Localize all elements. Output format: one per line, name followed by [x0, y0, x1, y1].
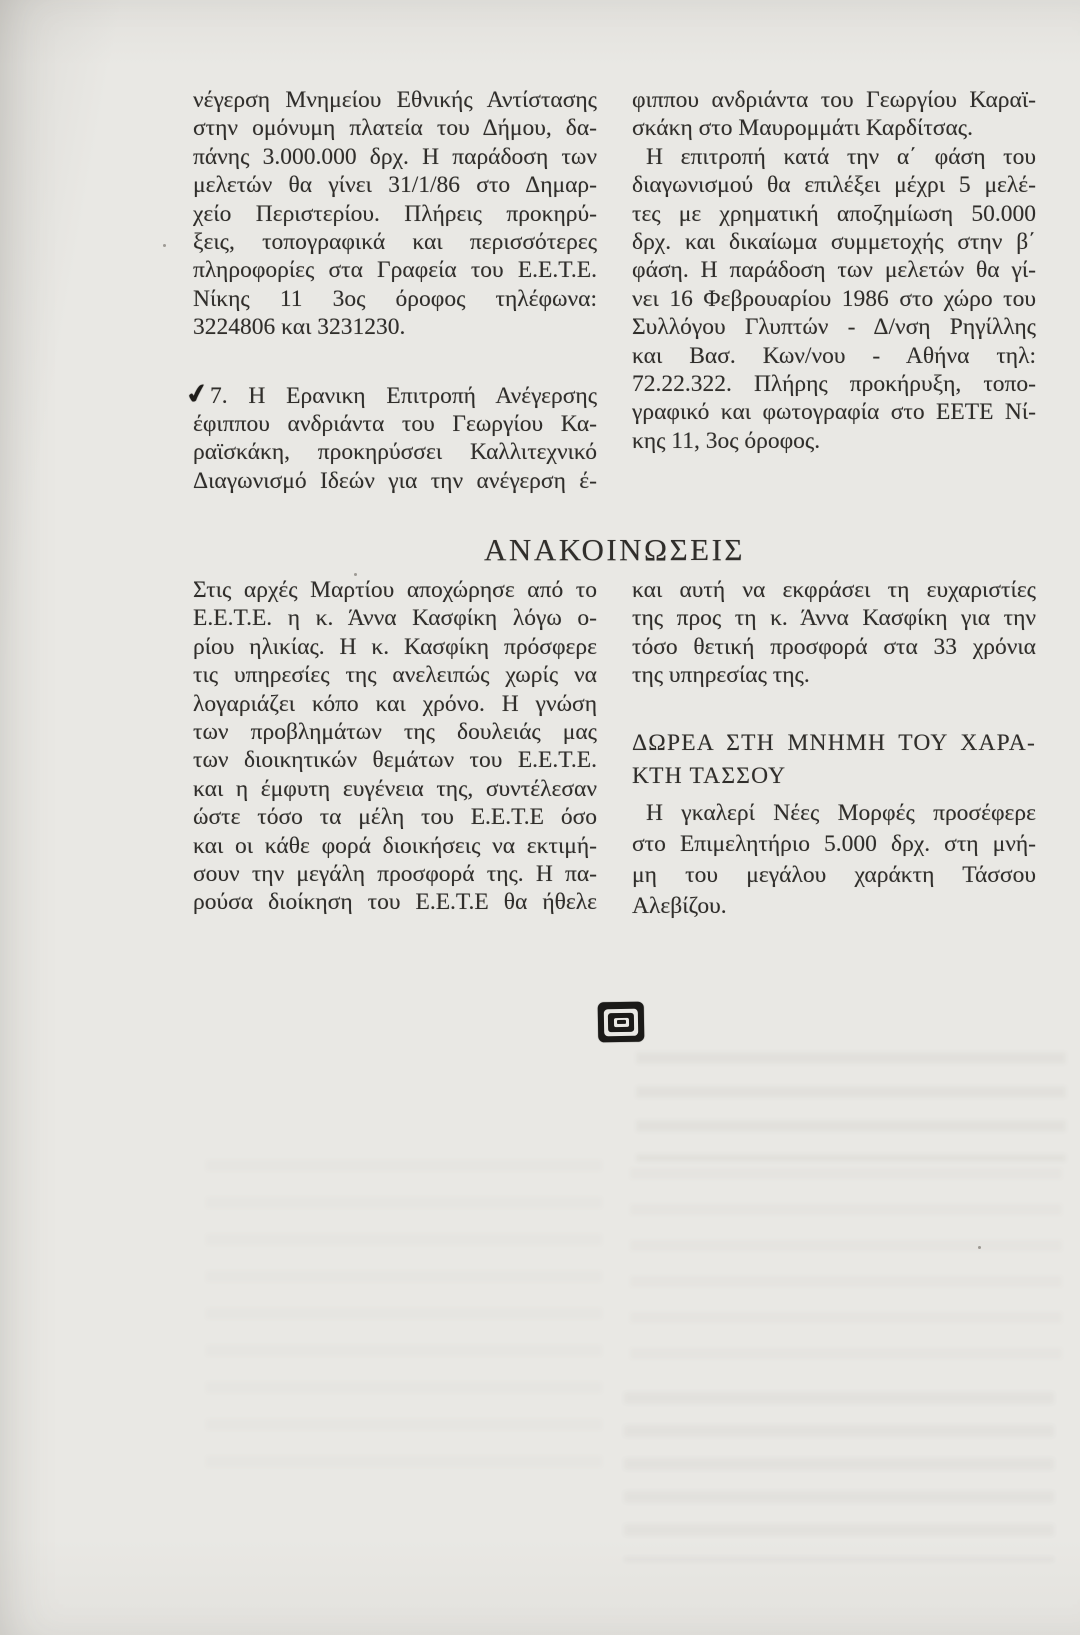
text-line: Διαγωνισμό Ιδεών για την ανέγερση έ- [193, 467, 597, 494]
text-line: νει 16 Φεβρουαρίου 1986 στο χώρο του [632, 285, 1036, 312]
text-line: Συλλόγου Γλυπτών - Δ/νση Ρηγίλλης [632, 314, 1036, 341]
top-right-column [632, 86, 1036, 455]
text-line: Η γκαλερί Νέες Μορφές προσέφερε [646, 799, 1036, 826]
text-line: και οι κάθε φορά διοικήσεις να εκτιμή- [193, 832, 597, 859]
announcements-right-column [632, 576, 1036, 922]
text-line: Αλεβίζου. [632, 892, 727, 919]
paragraph-monument-competition [193, 86, 597, 342]
text-line: των προβλημάτων της δουλειάς μας [193, 719, 597, 746]
text-line: στο Επιμελητήριο 5.000 δρχ. στη μνή- [632, 830, 1036, 857]
end-of-article-mark-icon [598, 1002, 645, 1043]
scan-speck [978, 1246, 981, 1249]
text-line: της υπηρεσίας της. [632, 662, 810, 689]
text-line: και αυτή να εκφράσει τη ευχαριστίες [632, 577, 1036, 603]
text-line: ΚΤΗ ΤΑΣΣΟΥ [632, 762, 787, 789]
end-mark-center-light [613, 1017, 628, 1026]
text-line: Η επιτροπή κατά την α΄ φάση του [646, 143, 1036, 170]
paragraph-committee-phases [632, 143, 1036, 455]
text-line: ξεις, τοπογραφικά και περισσότερες [193, 229, 597, 256]
text-line: Νίκης 11 3ος όροφος τηλέφωνα: [193, 285, 597, 312]
text-line: γραφικό και φωτογραφία στο ΕΕΤΕ Νί- [632, 399, 1036, 426]
text-line: Στις αρχές Μαρτίου αποχώρησε από το [193, 577, 597, 603]
text-line: σουν την μεγάλη προσφορά της. Η πα- [193, 861, 597, 888]
text-line: στην ομόνυμη πλατεία του Δήμου, δα- [193, 115, 597, 142]
text-line: Ε.Ε.Τ.Ε. η κ. Άννα Κασφίκη λόγω ο- [193, 605, 597, 632]
paragraph-item-7 [183, 376, 597, 496]
paragraph-item-7-text [193, 382, 597, 496]
text-line: σκάκη στο Μαυρομμάτι Καρδίτσας. [632, 115, 973, 142]
text-line: φάση. Η παράδοση των μελετών θα γί- [632, 257, 1036, 284]
text-line: πάνης 3.000.000 δρχ. Η παράδοση των [193, 143, 597, 170]
text-line: και η έμφυτη ευγένεια της, συντέλεσαν [193, 775, 597, 802]
bleedthrough-ghost-text [630, 1168, 1062, 1378]
text-line: ρούσα διοίκηση του Ε.Ε.Τ.Ε θα ήθελε [193, 889, 597, 916]
text-line: νέγερση Μνημείου Εθνικής Αντίστασης [193, 87, 597, 113]
donation-subheading [632, 727, 1036, 793]
text-line: λογαριάζει κόπο και χρόνο. Η γνώση [193, 690, 597, 717]
text-line: τόσο θετική προσφορά στα 33 χρόνια [632, 633, 1036, 660]
text-line: διαγωνισμού θα επιλέξει μέχρι 5 μελέ- [632, 172, 1036, 199]
end-mark-ring-light [604, 1008, 638, 1036]
text-line: ώστε τόσο τα μέλη του Ε.Ε.Τ.Ε όσο [193, 804, 597, 831]
bleedthrough-ghost-text [636, 1052, 1066, 1162]
announcements-left-column [193, 576, 597, 917]
text-line: 7. Η Ερανικη Επιτροπή Ανέγερσης [210, 382, 597, 409]
text-line: ραϊσκάκη, προκηρύσσει Καλλιτεχνικό [193, 439, 597, 466]
text-line: των διοικητικών θεμάτων του Ε.Ε.Τ.Ε. [193, 747, 597, 774]
text-line: ρίου ηλικίας. Η κ. Κασφίκη πρόσφερε [193, 633, 597, 660]
text-line: τις υπηρεσίες της ανελειπώς χωρίς να [193, 662, 597, 689]
text-line: 72.22.322. Πλήρης προκήρυξη, τοπο- [632, 371, 1036, 398]
announcements-heading: ΑΝΑΚΟΙΝΩΣΕΙΣ [484, 532, 745, 567]
bleedthrough-ghost-text [206, 1160, 602, 1490]
text-line: πληροφορίες στα Γραφεία του Ε.Ε.Τ.Ε. [193, 257, 597, 284]
text-line: μη του μεγάλου χαράκτη Τάσσου [632, 861, 1036, 888]
text-line: έφιππου ανδριάντα του Γεωργίου Κα- [193, 411, 597, 438]
text-line: 3224806 και 3231230. [193, 314, 406, 341]
top-left-column [183, 86, 597, 495]
scan-speck [163, 244, 166, 247]
text-line: της προς τη κ. Άννα Κασφίκη για την [632, 605, 1036, 632]
scan-speck [354, 573, 357, 576]
paragraph-kasfiki-thanks [632, 576, 1036, 690]
end-mark-ring-dark [608, 1012, 634, 1031]
text-line: δρχ. και δικαίωμα συμμετοχής στην β΄ [632, 229, 1036, 256]
end-mark-center-dash [616, 1020, 625, 1024]
text-line: μελετών θα γίνει 31/1/86 στο Δημαρ- [193, 172, 597, 199]
text-line: τες με χρηματική αποζημίωση 50.000 [632, 200, 1036, 227]
text-line: φιππου ανδριάντα του Γεωργίου Καραϊ- [632, 87, 1036, 113]
text-line: χείο Περιστερίου. Πλήρεις προκηρύ- [193, 200, 597, 227]
text-line: ΔΩΡΕΑ ΣΤΗ ΜΝΗΜΗ ΤΟΥ ΧΑΡΑ- [632, 729, 1036, 756]
text-line: κης 11, 3ος όροφος. [632, 427, 821, 454]
paragraph-kasfiki-retirement [193, 576, 597, 917]
check-marker-icon: ✔ [183, 376, 212, 411]
paragraph-karaiskakis-statue [632, 86, 1036, 143]
bleedthrough-ghost-text [624, 1392, 1054, 1562]
paragraph-donation-tassos [632, 798, 1036, 922]
text-line: και Βασ. Κων/νου - Αθήνα τηλ: [632, 342, 1036, 369]
